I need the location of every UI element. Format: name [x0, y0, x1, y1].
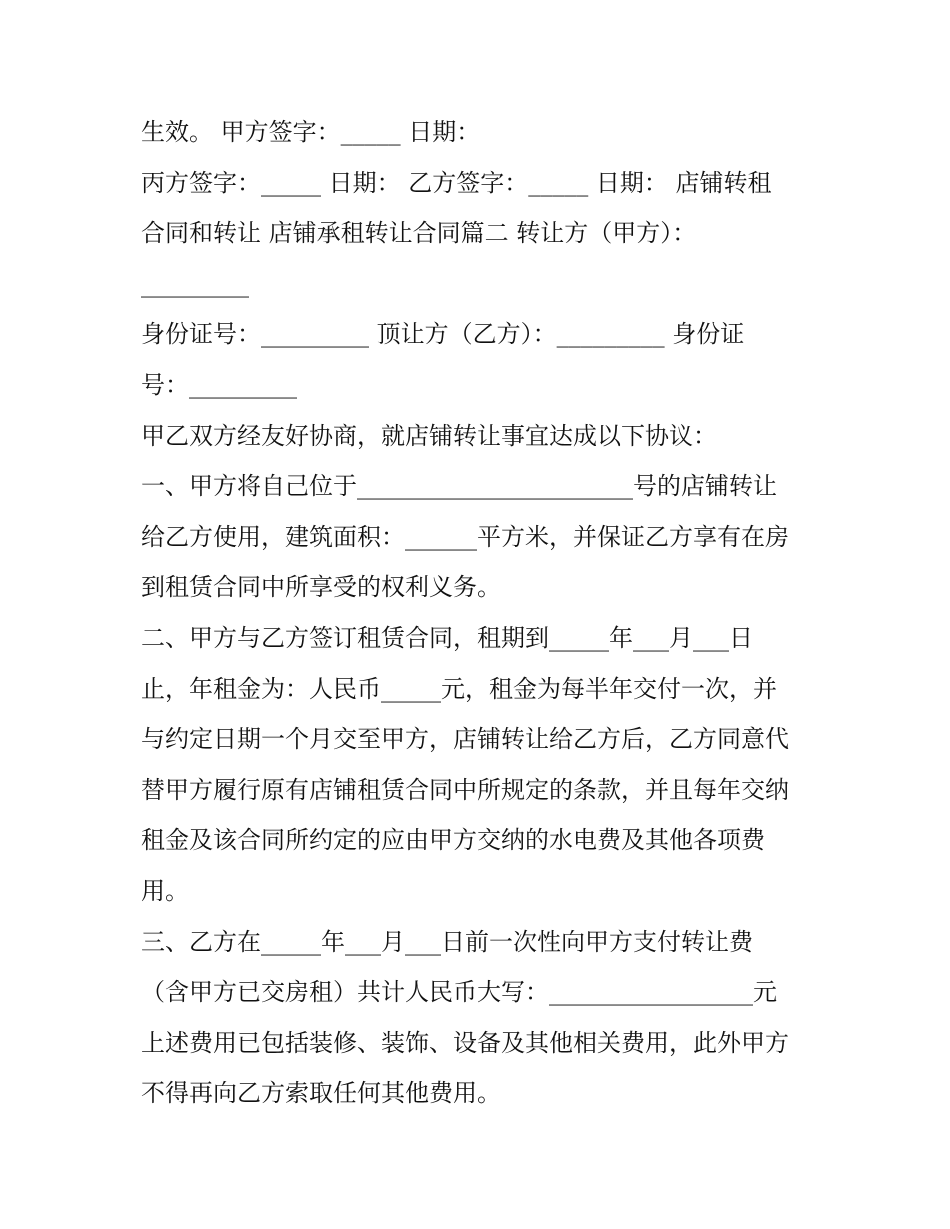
text-line: 二、甲方与乙方签订租赁合同，租期到_____年___月___日 — [141, 623, 753, 652]
text-line: 生效。 甲方签字：_____ 日期： — [141, 118, 481, 146]
text-line: 给乙方使用，建筑面积：______平方米，并保证乙方享有在房 — [141, 522, 789, 551]
text-line: 租金及该合同所约定的应由甲方交纳的水电费及其他各项费 — [141, 826, 765, 855]
text-line: 甲乙双方经友好协商，就店铺转让事宜达成以下协议： — [141, 421, 717, 450]
text-line: 与约定日期一个月交至甲方，店铺转让给乙方后，乙方同意代 — [141, 725, 789, 754]
text-line: 合同和转让 店铺承租转让合同篇二 转让方（甲方）： — [141, 219, 697, 248]
text-line: 丙方签字：_____ 日期： 乙方签字：_____ 日期： 店铺转租 — [141, 168, 772, 197]
text-line: 三、乙方在_____年___月___日前一次性向甲方支付转让费 — [141, 927, 753, 956]
text-line: 到租赁合同中所享受的权利义务。 — [141, 573, 501, 602]
text-line: 号：_________ — [141, 370, 297, 399]
text-line: 不得再向乙方索取任何其他费用。 — [141, 1079, 501, 1108]
text-line: 止，年租金为：人民币_____元，租金为每半年交付一次，并 — [141, 674, 777, 703]
text-line: 身份证号：_________ 顶让方（乙方）：_________ 身份证 — [141, 320, 745, 349]
text-line: _________ — [141, 269, 249, 298]
text-line: 一、甲方将自己位于_______________________号的店铺转让 — [141, 472, 777, 501]
document-body — [141, 107, 821, 1119]
text-line: 上述费用已包括装修、装饰、设备及其他相关费用，此外甲方 — [141, 1028, 789, 1057]
text-line: 替甲方履行原有店铺租赁合同中所规定的条款，并且每年交纳 — [141, 775, 789, 804]
text-line: 用。 — [141, 876, 189, 905]
text-line: （含甲方已交房租）共计人民币大写：_________________元 — [141, 978, 777, 1007]
